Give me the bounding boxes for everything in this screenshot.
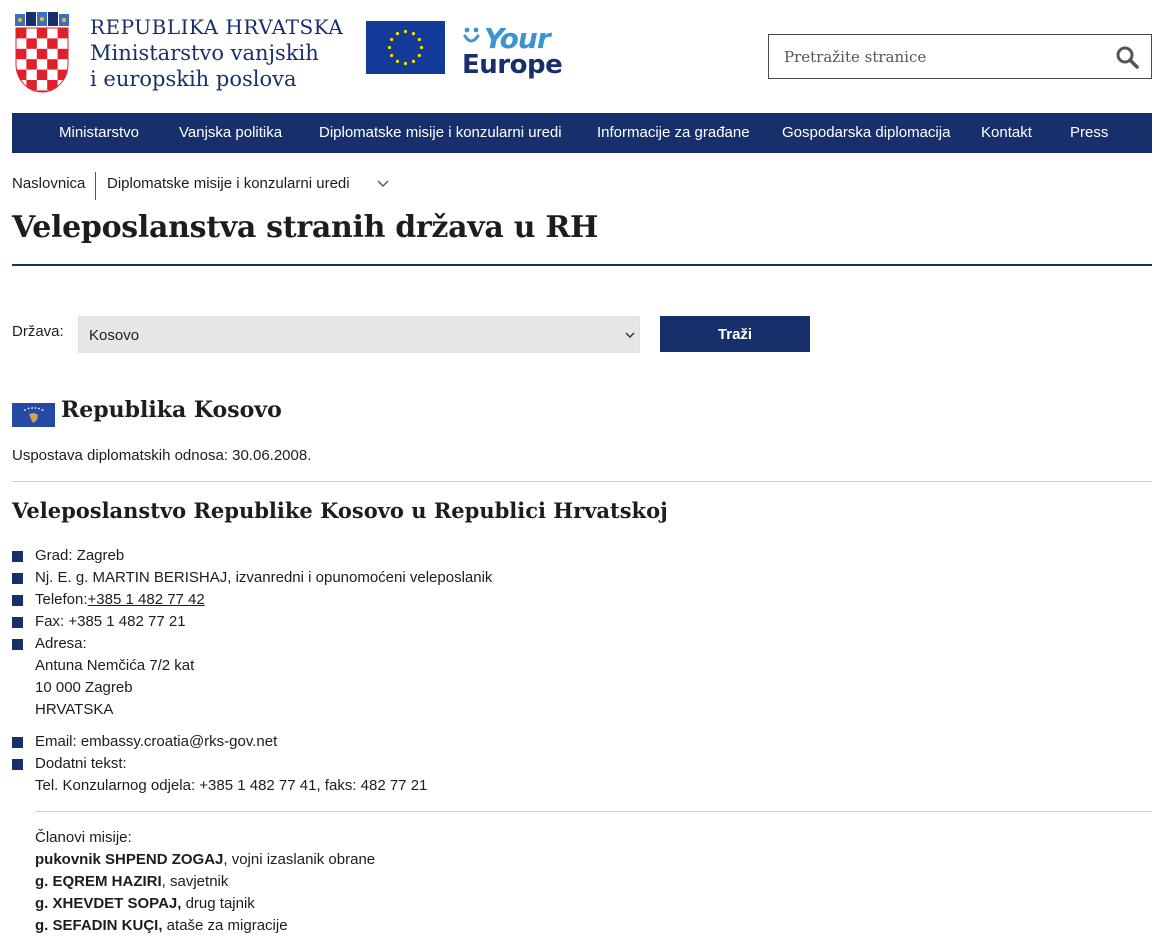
your-europe-top: Your [484,22,550,55]
page-title: Veleposlanstva stranih država u RH [12,210,599,245]
search-icon[interactable] [1115,45,1139,69]
search-input[interactable] [769,35,1099,78]
search-button[interactable]: Traži [660,316,810,352]
phone-link[interactable]: +385 1 482 77 42 [87,591,205,608]
address-line2: 10 000 Zagreb [35,679,133,696]
address-line3: HRVATSKA [35,701,114,718]
your-europe-logo[interactable] [462,22,572,82]
member-row [35,915,375,937]
eu-flag-icon[interactable] [366,21,445,74]
embassy-phone-row [35,589,205,611]
nav-item-gospodarska-diplomacija[interactable]: Gospodarska diplomacija [782,124,951,141]
member-row [35,871,375,893]
ministry-line2: Ministarstvo vanjskih [90,41,319,65]
ministry-line1: REPUBLIKA HRVATSKA [90,15,344,39]
member-role: ataše za migracije [162,917,288,934]
diplomatic-relations-date: Uspostava diplomatskih odnosa: 30.06.2008. [12,447,312,464]
nav-item-vanjska-politika[interactable]: Vanjska politika [179,124,283,141]
kosovo-flag-icon [12,403,55,427]
title-divider [12,264,1152,266]
extra-label: Dodatni tekst: [35,755,127,772]
square-bullet-icon [12,737,23,748]
member-role: , savjetnik [161,873,229,890]
country-title: Republika Kosovo [61,397,282,423]
main-navigation [12,113,1152,153]
embassy-city: Grad: Zagreb [35,547,125,564]
breadcrumb-current[interactable]: Diplomatske misije i konzularni uredi [107,175,350,192]
site-header [0,0,1166,113]
address-line1: Antuna Nemčića 7/2 kat [35,657,195,674]
breadcrumb-divider [95,172,96,200]
smile-icon [462,26,484,48]
nav-item-informacije[interactable]: Informacije za građane [597,124,750,141]
nav-item-press[interactable]: Press [1070,124,1109,141]
embassy-title: Veleposlanstvo Republike Kosovo u Republici Hrvatskoj [12,498,668,523]
site-search [768,34,1152,79]
address-label: Adresa: [35,635,87,652]
member-name: g. XHEVDET SOPAJ, [35,895,182,912]
square-bullet-icon [12,573,23,584]
member-row [35,849,375,871]
country-select-value: Kosovo [89,327,140,344]
square-bullet-icon [12,617,23,628]
member-row [35,893,375,915]
chevron-down-icon [625,331,635,339]
square-bullet-icon [12,551,23,562]
member-role: , vojni izaslanik obrane [223,851,376,868]
country-filter-label: Država: [12,323,64,340]
square-bullet-icon [12,639,23,650]
your-europe-bottom: Europe [462,50,563,80]
nav-item-kontakt[interactable]: Kontakt [981,124,1032,141]
croatian-coat-of-arms-icon[interactable] [12,12,72,94]
embassy-extra [35,753,427,797]
breadcrumb-home-link[interactable]: Naslovnica [12,175,86,192]
member-name: pukovnik SHPEND ZOGAJ [35,851,224,868]
ministry-logo-text[interactable] [90,14,343,92]
mission-members [35,827,375,937]
member-name: g. SEFADIN KUÇI, [35,917,163,934]
extra-text: Tel. Konzularnog odjela: +385 1 482 77 41, faks: 482 77 21 [35,777,428,794]
embassy-fax: Fax: +385 1 482 77 21 [35,613,186,630]
nav-item-ministarstvo[interactable]: Ministarstvo [59,124,140,141]
members-label: Članovi misije: [35,829,132,846]
embassy-ambassador: Nj. E. g. MARTIN BERISHAJ, izvanredni i opunomoćeni veleposlanik [35,569,493,586]
member-role: drug tajnik [181,895,255,912]
ministry-line3: i europskih poslova [90,67,297,91]
phone-label: Telefon: [35,591,88,608]
country-select[interactable] [78,316,640,353]
section-divider [12,481,1152,482]
square-bullet-icon [12,759,23,770]
chevron-down-icon[interactable] [377,180,389,188]
square-bullet-icon [12,595,23,606]
embassy-address [35,633,194,721]
nav-item-diplomatske-misije[interactable]: Diplomatske misije i konzularni uredi [319,124,562,141]
embassy-email: Email: embassy.croatia@rks-gov.net [35,733,278,750]
members-divider [35,811,1152,812]
member-name: g. EQREM HAZIRI [35,873,162,890]
